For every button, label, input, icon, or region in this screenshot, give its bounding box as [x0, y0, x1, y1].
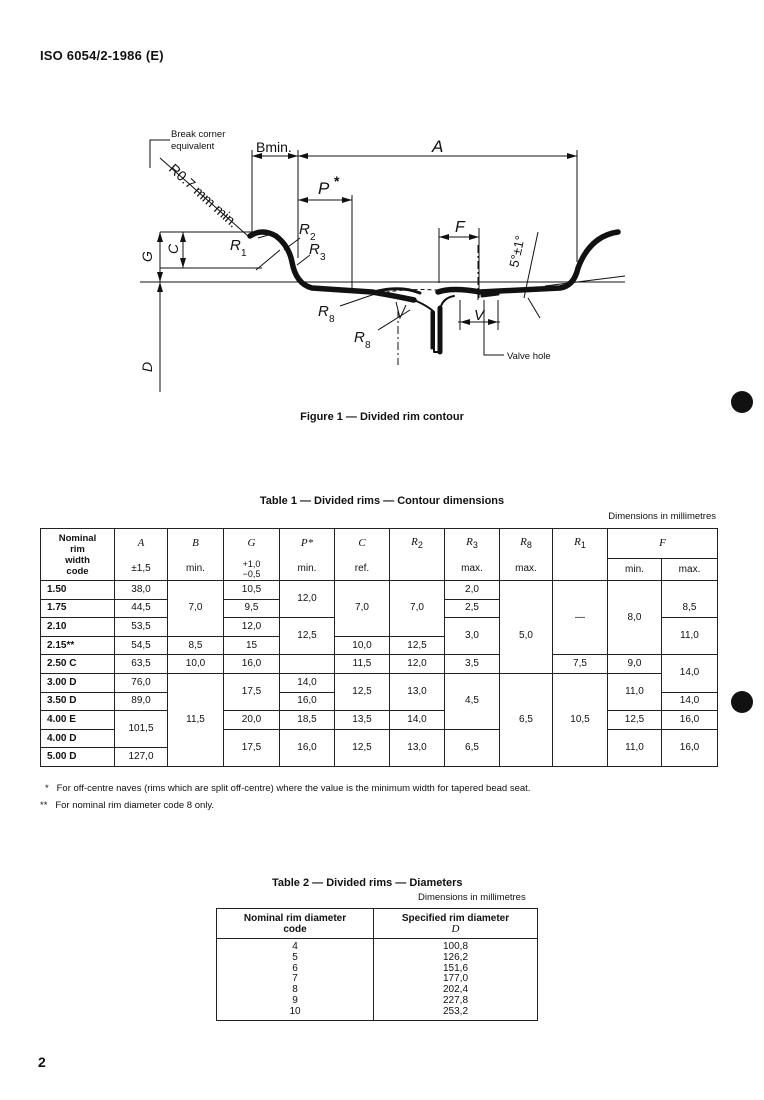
r8-label-lower: R [354, 329, 365, 346]
g-label: G [139, 251, 155, 262]
table2-units: Dimensions in millimetres [418, 892, 526, 903]
col-header-specified-diameter: Specified rim diameter D [374, 909, 538, 939]
r3-sub: 3 [320, 252, 326, 263]
col-header-c: C [335, 529, 390, 559]
footnote-star: * For off-centre naves (rims which are split off-centre) where the value is the minimum width for tapered bead seat. [45, 783, 531, 794]
r2-label: R [299, 221, 310, 238]
d-label: D [139, 361, 155, 372]
table-row: 3.50 D 89,0 16,0 14,0 [41, 692, 718, 711]
table-row: 2.10 53,5 12,0 12,5 3,0 11,0 [41, 618, 718, 637]
table-row: 4.00 D 17,5 16,0 12,5 13,0 6,5 11,0 16,0 [41, 729, 718, 748]
col-header-r2: $R_2$ [390, 529, 445, 559]
col-header-g: G [224, 529, 280, 559]
table-row: 3.00 D 76,0 11,5 17,5 14,0 12,5 13,0 4,5 6,5 10,5 11,0 [41, 673, 718, 692]
col-header-diameter-code: Nominal rim diameter code [217, 909, 374, 939]
margin-bullet [731, 691, 753, 713]
page-number: 2 [38, 1054, 46, 1070]
r8-sub-lower: 8 [365, 340, 371, 351]
p-label: P [318, 179, 330, 198]
table2-title: Table 2 — Divided rims — Diameters [272, 877, 463, 889]
r07-label: R0.7 mm min. [165, 160, 242, 231]
f-label: F [455, 219, 465, 236]
b-min-label: Bmin. [256, 139, 292, 155]
r8-sub-upper: 8 [329, 314, 335, 325]
col-header-code: Nominal rim width code [41, 529, 115, 581]
angle-label: 5°±1° [506, 234, 528, 269]
col-header-r3: $R_3$ [445, 529, 500, 559]
v-label: V [474, 307, 485, 324]
table-row: 2.50 C 63,5 10,0 16,0 11,5 12,0 3,5 7,5 9,0 14,0 [41, 655, 718, 674]
r8-label-upper: R [318, 303, 329, 320]
table-row: 1.50 38,0 7,0 10,5 12,0 7,0 7,0 2,0 — 8,0 [41, 581, 718, 600]
r3-label: R [309, 241, 320, 258]
equivalent-label: equivalent [171, 141, 215, 152]
p-star-label: * [334, 173, 340, 189]
standard-header: ISO 6054/2-1986 (E) [40, 48, 164, 63]
contour-dimensions-table: Nominal rim width code A B G P* C $R_2$ $R_3$ $R_8$ $R_1$ F ±1,5 min. +1,0 −0,5 min. ref. max. max. min. max. 1.50 38,0 7,0 10,5 12,0 7,0 7,0 2,0 — 8,0 1.75 44,5 9,5 2,5 5,0 8,5 2.10 53,5 12,0 12,5 3,0 11,0 2.15** 54,5 8,5 15 10,0 12,5 2.50 C 63,5 10,0 16,0 11,5 12,0 3,5 7,5 9,0 14,0 3.00 D 76,0 11,5 17,5 14,0 12,5 13,0 4,5 6,5 10,5 11,0 3.50 D 89,0 16,0 14,0 4.00 E 101,5 20,0 18,5 13,5 14,0 12,5 16,0 4.00 D 17,5 16,0 12,5 13,0 6,5 11,0 16,0 5.00 D 127,0 [40, 528, 718, 767]
col-header-r8: $R_8$ [500, 529, 553, 559]
col-header-r1: $R_1$ [553, 529, 608, 559]
col-header-b: B [168, 529, 224, 559]
col-header-p: P* [280, 529, 335, 559]
figure-caption: Figure 1 — Divided rim contour [300, 411, 464, 423]
table-row: 2.15** 54,5 8,5 15 10,0 12,5 [41, 636, 718, 655]
valve-hole-label: Valve hole [507, 351, 551, 362]
r1-label: R [230, 237, 241, 254]
break-corner-label: Break corner [171, 129, 226, 140]
margin-bullet [731, 391, 753, 413]
col-header-a: A [115, 529, 168, 559]
rim-contour-figure [0, 0, 764, 400]
table-row: 4 5 6 7 8 9 10 100,8 126,2 151,6 177,0 202,4 227,8 253,2 [217, 939, 538, 1021]
table-row: 4.00 E 101,5 20,0 18,5 13,5 14,0 12,5 16,0 [41, 711, 718, 730]
col-header-f: F [608, 529, 718, 559]
r2-sub: 2 [310, 232, 316, 243]
table1-units: Dimensions in millimetres [608, 511, 716, 522]
r1-sub: 1 [241, 248, 247, 259]
diameters-table [216, 908, 538, 1021]
table1-title: Table 1 — Divided rims — Contour dimensions [259, 495, 505, 507]
footnote-double-star: ** For nominal rim diameter code 8 only. [40, 800, 215, 811]
table-row: 1.75 44,5 9,5 2,5 5,0 8,5 [41, 599, 718, 618]
a-label: A [432, 137, 444, 156]
c-label: C [165, 243, 181, 254]
table-row: 5.00 D 127,0 [41, 748, 718, 767]
